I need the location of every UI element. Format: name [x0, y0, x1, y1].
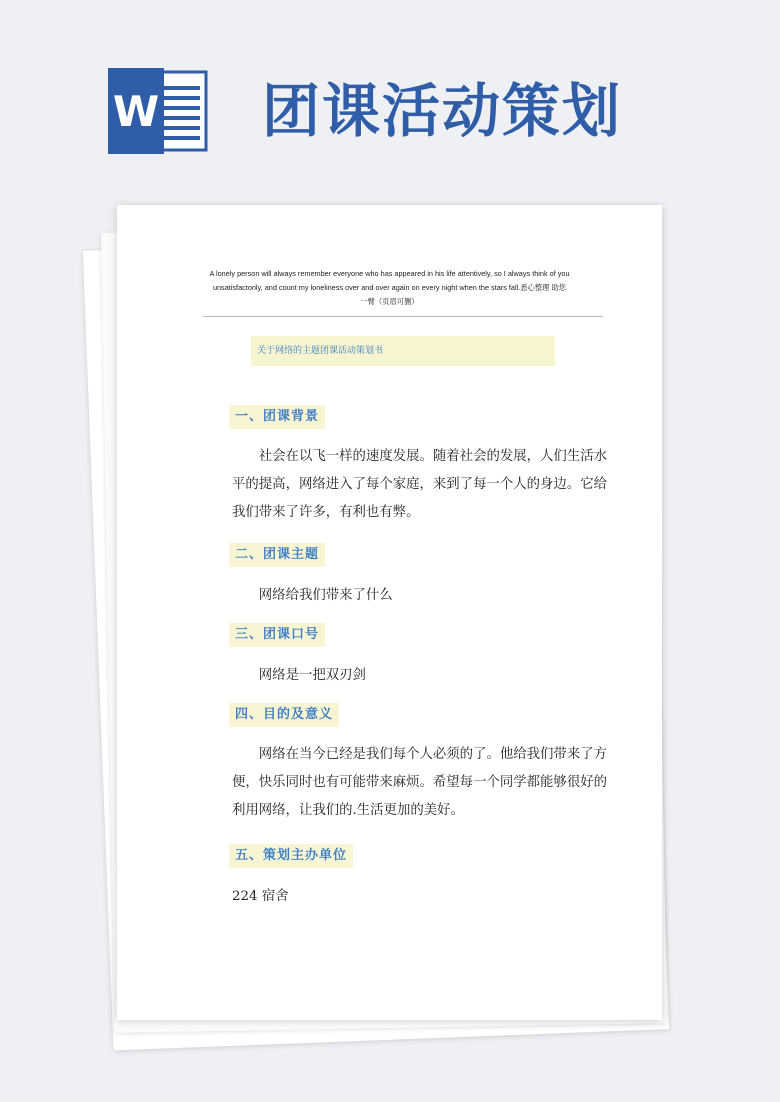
logo-letter: W — [112, 87, 160, 136]
header-line: 一臂（页眉可删） — [360, 297, 419, 306]
header-line: unsatisfactorily, and count my loneliness over and over again on every night when the stars fall.悉心整理 助您 — [212, 283, 567, 292]
section-body-theme: 网络给我们带来了什么 — [258, 588, 393, 603]
document-page — [117, 205, 662, 1020]
page-header — [117, 267, 662, 309]
header-divider — [203, 316, 603, 317]
header-line: A lonely person will always remember everyone who has appeared in his life attentively, so I always think of you — [209, 269, 570, 278]
banner-title: 团课活动策划 — [262, 77, 623, 145]
document-subject: 关于网络的主题团课活动策划书 — [251, 336, 555, 366]
section-body-purpose: 网络在当今已经是我们每个人必须的了。他给我们带来了方便，快乐同时也有可能带来麻烦。希望每一个同学都能够很好的利用网络，让我们的.生活更加的美好。 — [232, 747, 607, 818]
word-doc-icon — [108, 68, 208, 154]
section-body-slogan: 网络是一把双刃剑 — [258, 668, 366, 683]
section-body-organizer: 224 宿舍 — [232, 889, 289, 904]
section-body-background: 社会在以飞一样的速度发展。随着社会的发展，人们生活水平的提高，网络进入了每个家庭，来到了每一个人的身边。它给我们带来了许多，有利也有弊。 — [232, 449, 607, 520]
section-heading-theme: 二、团课主题 — [229, 543, 325, 567]
section-heading-purpose: 四、目的及意义 — [229, 703, 339, 727]
section-heading-background: 一、团课背景 — [229, 405, 325, 429]
section-heading-organizer: 五、策划主办单位 — [229, 844, 353, 868]
section-heading-slogan: 三、团课口号 — [229, 623, 325, 647]
